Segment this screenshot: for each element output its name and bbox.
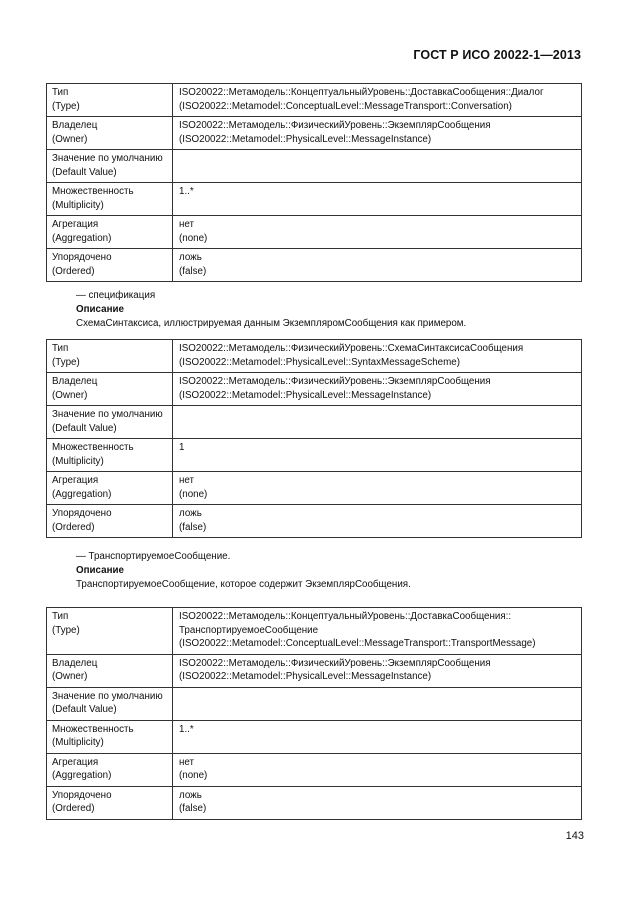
table-row — [47, 216, 582, 249]
table-row — [47, 687, 582, 720]
property-name-cell — [47, 150, 173, 183]
property-table-3 — [46, 607, 582, 820]
property-value-line: (ISO20022::Metamodel::PhysicalLevel::MessageInstance) — [179, 133, 432, 145]
property-value-line: ISO20022::Метамодель::ФизическийУровень::ЭкземплярСообщения — [179, 376, 491, 387]
property-name-line: Упорядочено — [52, 789, 112, 801]
property-value-line: (false) — [179, 521, 207, 533]
property-value-cell — [173, 505, 582, 538]
property-table — [46, 83, 582, 282]
table-row — [47, 720, 582, 753]
property-value-line: (none) — [179, 488, 208, 500]
property-value-cell — [173, 786, 582, 819]
property-name-line: Тип — [52, 611, 69, 622]
property-value-line: (ISO20022::Metamodel::PhysicalLevel::MessageInstance) — [179, 389, 432, 401]
property-value-line: ISO20022::Метамодель::КонцептуальныйУровень::ДоставкаСообщения::Диалог — [179, 87, 544, 98]
property-name-line: (Multiplicity) — [52, 199, 104, 211]
property-value-line: (ISO20022::Metamodel::ConceptualLevel::MessageTransport::Conversation) — [179, 100, 512, 112]
property-name-cell — [47, 720, 173, 753]
description-text: ТранспортируемоеСообщение, которое содержит ЭкземплярСообщения. — [76, 579, 411, 590]
table-row — [47, 373, 582, 406]
property-name-cell — [47, 439, 173, 472]
table-row — [47, 472, 582, 505]
property-value-cell — [173, 216, 582, 249]
property-name-line: Множественность — [52, 186, 134, 197]
property-value-line: нет — [179, 475, 195, 486]
table-row — [47, 505, 582, 538]
property-value-line: (false) — [179, 265, 207, 277]
property-table — [46, 339, 582, 538]
table-row — [47, 117, 582, 150]
table-row — [47, 340, 582, 373]
table-row — [47, 753, 582, 786]
property-value-line: ложь — [179, 252, 202, 263]
document-standard-id: ГОСТ Р ИСО 20022-1—2013 — [413, 48, 581, 62]
table-row — [47, 84, 582, 117]
property-name-cell — [47, 654, 173, 687]
property-name-line: Владелец — [52, 657, 98, 669]
property-name-line: (Ordered) — [52, 521, 95, 533]
property-table — [46, 607, 582, 820]
table-row — [47, 439, 582, 472]
property-name-line: Владелец — [52, 376, 98, 387]
property-value-line: ISO20022::Метамодель::ФизическийУровень::ЭкземплярСообщения — [179, 657, 491, 669]
property-name-cell — [47, 373, 173, 406]
property-name-line: Значение по умолчанию — [52, 690, 163, 702]
table-row — [47, 608, 582, 655]
property-name-cell — [47, 786, 173, 819]
property-value-cell — [173, 472, 582, 505]
property-name-line: Упорядочено — [52, 508, 112, 519]
property-name-cell — [47, 84, 173, 117]
property-name-line: (Default Value) — [52, 704, 117, 715]
property-name-line: Владелец — [52, 120, 98, 131]
description-text: СхемаСинтаксиса, иллюстрируемая данным ЭкземпляромСообщения как примером. — [76, 318, 467, 329]
table-row — [47, 249, 582, 282]
property-value-line: 1..* — [179, 186, 194, 197]
property-name-line: Агрегация — [52, 756, 99, 768]
property-name-cell — [47, 117, 173, 150]
property-name-line: Агрегация — [52, 219, 99, 230]
property-value-line: (ISO20022::Metamodel::ConceptualLevel::MessageTransport::TransportMessage) — [179, 638, 536, 649]
property-value-cell — [173, 150, 582, 183]
property-value-line: 1..* — [179, 723, 194, 735]
property-name-cell — [47, 608, 173, 655]
property-value-line: ISO20022::Метамодель::ФизическийУровень::СхемаСинтаксисаСообщения — [179, 343, 524, 354]
description-heading: Описание — [76, 304, 124, 315]
property-value-cell — [173, 608, 582, 655]
table-row — [47, 786, 582, 819]
attribute-description-2 — [76, 550, 586, 592]
property-name-cell — [47, 505, 173, 538]
table-row — [47, 406, 582, 439]
property-name-line: (Type) — [52, 356, 80, 368]
property-value-cell — [173, 720, 582, 753]
property-value-cell — [173, 654, 582, 687]
property-value-line: ISO20022::Метамодель::ФизическийУровень::ЭкземплярСообщения — [179, 120, 491, 131]
property-value-line: ТранспортируемоеСообщение — [179, 624, 319, 636]
property-value-line: нет — [179, 756, 195, 768]
property-value-line: (ISO20022::Metamodel::PhysicalLevel::SyntaxMessageScheme) — [179, 356, 460, 368]
property-name-line: (Ordered) — [52, 265, 95, 277]
property-name-line: Значение по умолчанию — [52, 409, 163, 420]
property-name-line: (Owner) — [52, 133, 88, 145]
property-name-cell — [47, 216, 173, 249]
table-row — [47, 150, 582, 183]
property-name-line: (Aggregation) — [52, 770, 112, 781]
table-row — [47, 183, 582, 216]
property-name-line: Множественность — [52, 723, 134, 735]
property-name-line: (Type) — [52, 624, 80, 636]
property-value-cell — [173, 84, 582, 117]
property-value-cell — [173, 249, 582, 282]
property-value-cell — [173, 183, 582, 216]
property-value-cell — [173, 439, 582, 472]
property-table-1 — [46, 83, 582, 282]
property-name-line: (Owner) — [52, 389, 88, 401]
property-name-cell — [47, 406, 173, 439]
property-value-cell — [173, 687, 582, 720]
property-name-cell — [47, 340, 173, 373]
property-name-cell — [47, 687, 173, 720]
description-heading: Описание — [76, 565, 124, 576]
property-name-line: (Default Value) — [52, 166, 117, 178]
property-name-line: (Aggregation) — [52, 232, 112, 244]
property-name-line: (Owner) — [52, 671, 88, 682]
property-value-line: (none) — [179, 232, 208, 244]
property-value-cell — [173, 406, 582, 439]
property-value-line: (false) — [179, 803, 207, 814]
page-number: 143 — [565, 830, 584, 842]
property-table-2 — [46, 339, 582, 538]
property-name-line: Тип — [52, 87, 69, 98]
property-name-line: (Multiplicity) — [52, 455, 104, 467]
property-name-line: Тип — [52, 343, 69, 354]
property-name-line: Множественность — [52, 442, 134, 453]
property-value-line: нет — [179, 219, 195, 230]
property-value-line: ISO20022::Метамодель::КонцептуальныйУровень::ДоставкаСообщения:: — [179, 611, 512, 622]
property-value-line: ложь — [179, 789, 202, 801]
property-value-cell — [173, 117, 582, 150]
property-name-line: Агрегация — [52, 475, 99, 486]
property-value-line: ложь — [179, 508, 202, 519]
property-value-line: 1 — [179, 442, 185, 453]
property-value-line: (ISO20022::Metamodel::PhysicalLevel::MessageInstance) — [179, 671, 432, 682]
property-value-line: (none) — [179, 770, 208, 781]
property-name-line: Значение по умолчанию — [52, 153, 163, 164]
property-name-line: (Multiplicity) — [52, 737, 104, 748]
property-name-cell — [47, 472, 173, 505]
property-name-line: Упорядочено — [52, 252, 112, 263]
attribute-item: — ТранспортируемоеСообщение. — [76, 551, 231, 562]
property-value-cell — [173, 753, 582, 786]
property-name-line: (Type) — [52, 100, 80, 112]
property-name-line: (Aggregation) — [52, 488, 112, 500]
property-value-cell — [173, 340, 582, 373]
attribute-item: — спецификация — [76, 290, 156, 301]
property-name-cell — [47, 753, 173, 786]
property-name-cell — [47, 249, 173, 282]
property-name-line: (Default Value) — [52, 422, 117, 434]
property-name-line: (Ordered) — [52, 803, 95, 814]
property-name-cell — [47, 183, 173, 216]
table-row — [47, 654, 582, 687]
attribute-description-1 — [76, 289, 586, 331]
property-value-cell — [173, 373, 582, 406]
